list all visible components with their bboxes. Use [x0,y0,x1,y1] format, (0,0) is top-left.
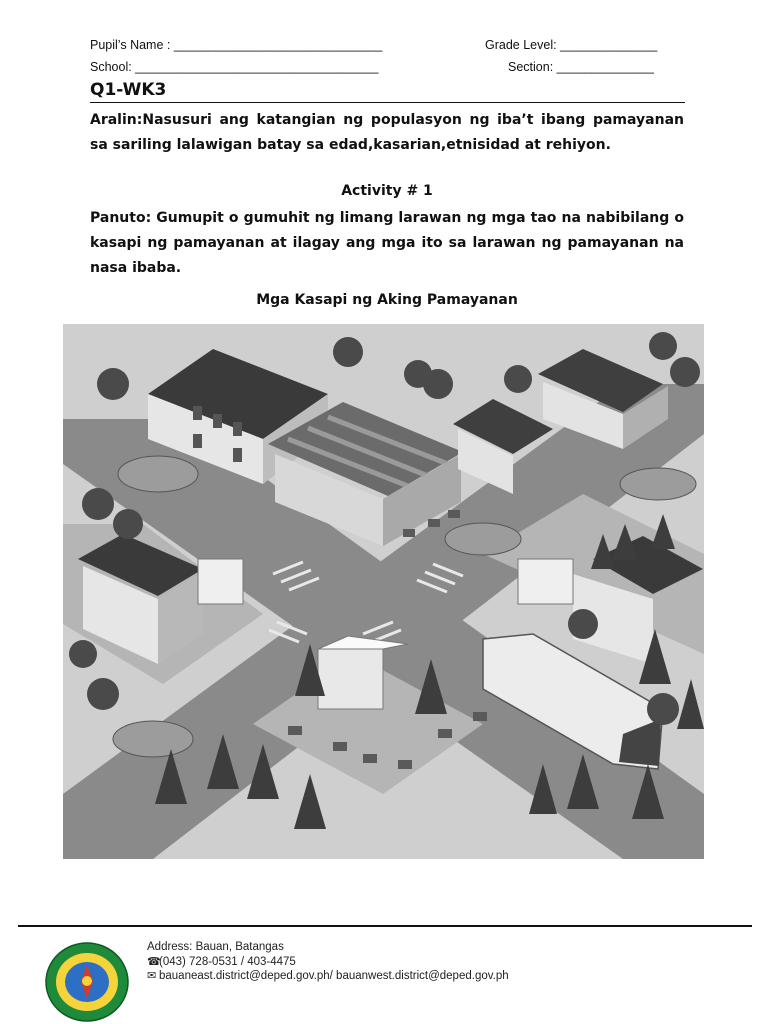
illustration-title: Mga Kasapi ng Aking Pamayanan [256,292,518,308]
school-seal-logo [44,941,130,1023]
footer-rule [18,925,752,927]
envelope-icon: ✉ [147,970,157,982]
footer-email-text: bauaneast.district@deped.gov.ph/ bauanwest.district@deped.gov.ph [159,970,509,982]
school-label: School: ___________________________________ [90,60,379,74]
instructions-text: Panuto: Gumupit o gumuhit ng limang larawan ng mga tao na nabibilang o kasapi ng pamayanan at ilagay ang mga ito sa larawan ng pamayanan na nasa ibaba. [90,210,684,276]
footer-email [147,969,509,982]
week-code: Q1-WK3 [90,80,167,100]
community-illustration [63,324,704,859]
title-rule [90,102,685,103]
pupil-name-label: Pupil’s Name : ______________________________ [90,38,383,52]
footer-phone-text: (043) 728-0531 / 403-4475 [159,956,296,968]
lesson-text: Aralin:Nasusuri ang katangian ng populasyon ng iba’t ibang pamayanan sa sariling lalawigan batay sa edad,kasarian,etnisidad at rehiyon. [90,112,684,153]
section-label: Section: ______________ [508,60,654,74]
phone-icon: ☎ [147,956,161,968]
activity-title: Activity # 1 [341,183,433,199]
footer-address: Address: Bauan, Batangas [147,941,284,953]
footer-phone [147,955,296,968]
grade-level-label: Grade Level: ______________ [485,38,658,52]
